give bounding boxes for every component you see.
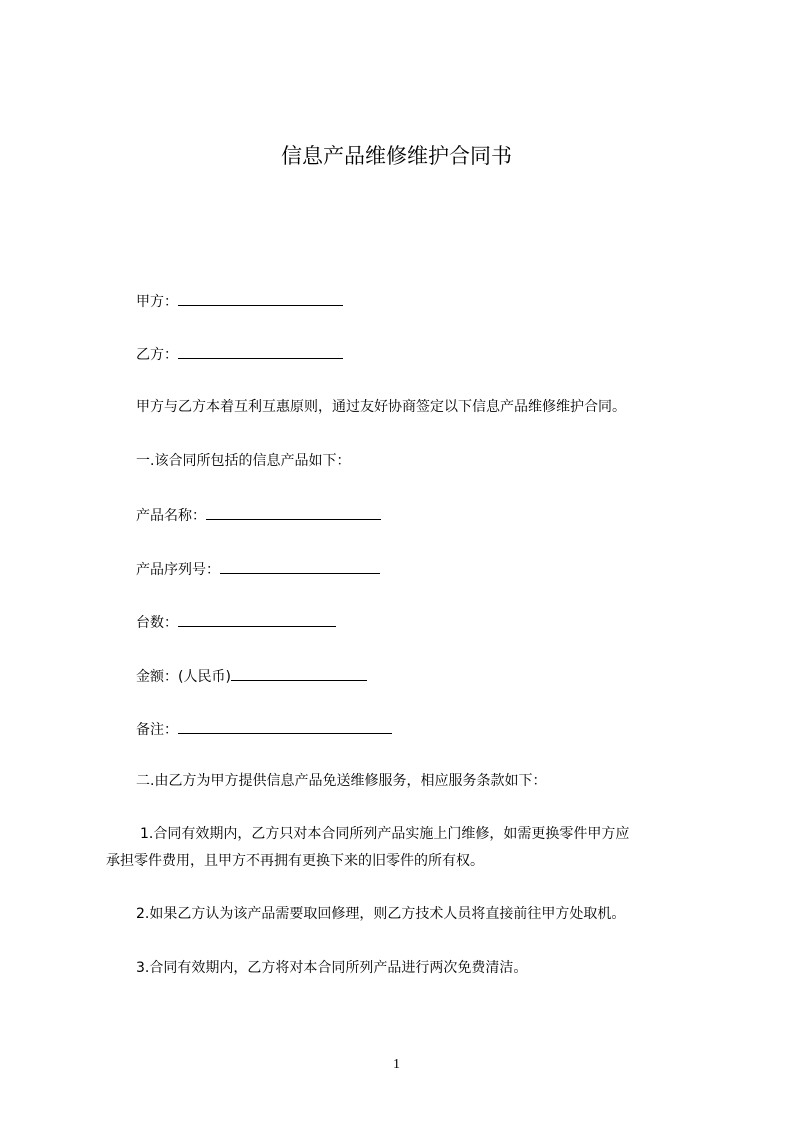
remarks-blank xyxy=(178,718,392,734)
party-a-blank xyxy=(178,290,343,306)
serial-number-label: 产品序列号： xyxy=(136,562,220,578)
remarks-label: 备注： xyxy=(136,722,178,738)
quantity-line xyxy=(136,611,336,633)
document-title: 信息产品维修维护合同书 xyxy=(281,144,512,168)
intro-paragraph: 甲方与乙方本着互利互惠原则，通过友好协商签定以下信息产品维修维护合同。 xyxy=(136,399,626,415)
clause1-line1: 1.合同有效期内，乙方只对本合同所列产品实施上门维修，如需更换零件甲方应 xyxy=(140,826,630,842)
serial-number-line xyxy=(136,558,380,580)
page-number: 1 xyxy=(393,1057,400,1072)
section1-heading: 一.该合同所包括的信息产品如下： xyxy=(136,453,351,469)
amount-blank xyxy=(231,665,367,681)
party-a-label: 甲方： xyxy=(136,294,178,310)
serial-number-blank xyxy=(220,558,380,574)
party-a-line xyxy=(136,290,343,312)
product-name-blank xyxy=(206,504,381,520)
clause3: 3.合同有效期内，乙方将对本合同所列产品进行两次免费清洁。 xyxy=(136,960,528,976)
amount-label: 金额：(人民币) xyxy=(136,669,231,685)
product-name-line xyxy=(136,504,381,526)
party-b-line xyxy=(136,343,343,365)
clause1-line2: 承担零件费用，且甲方不再拥有更换下来的旧零件的所有权。 xyxy=(106,853,484,869)
party-b-blank xyxy=(178,343,343,359)
remarks-line xyxy=(136,718,392,740)
party-b-label: 乙方： xyxy=(136,347,178,363)
quantity-label: 台数： xyxy=(136,615,178,631)
product-name-label: 产品名称： xyxy=(136,508,206,524)
section2-heading: 二.由乙方为甲方提供信息产品免送维修服务，相应服务条款如下： xyxy=(136,773,547,789)
quantity-blank xyxy=(178,611,336,627)
amount-line xyxy=(136,665,367,687)
clause2: 2.如果乙方认为该产品需要取回修理，则乙方技术人员将直接前往甲方处取机。 xyxy=(136,906,626,922)
